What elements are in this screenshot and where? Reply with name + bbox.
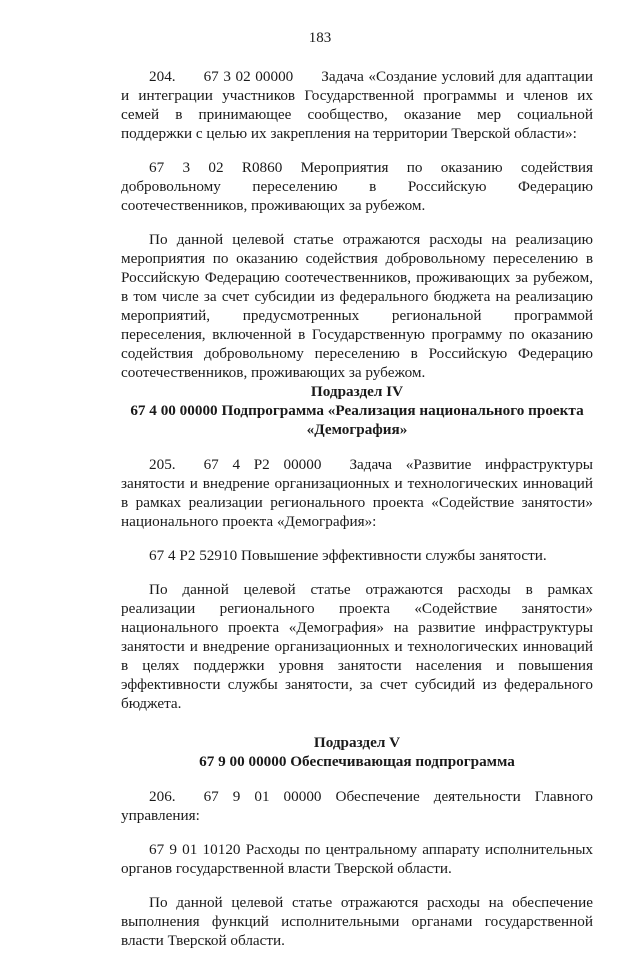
item-205-code: 67 4 P2 00000 <box>203 456 322 473</box>
page-number: 183 <box>308 30 332 46</box>
section-5-title: Подраздел V <box>313 734 401 751</box>
item-204-expense: 67 3 02 R0860 Мероприятия по оказанию содействия добровольному переселению в Российскую Федерацию соотечественников, проживающих за рубежом. <box>121 159 593 214</box>
item-204-description: По данной целевой статье отражаются расходы на реализацию мероприятия по оказанию содействия добровольному переселению в Российскую Федерацию соотечественников, проживающих за рубежом, в том числе за счет субсидии из федерального бюджета на реализацию мероприятий, предусмотренных региональной программой переселения, включенной в Государственную программу по оказанию содействия добровольному переселению в Российскую Федерацию соотечественников, проживающих за рубежом. <box>121 231 593 381</box>
section-5-heading <box>121 733 593 771</box>
item-204-text: Задача «Создание условий для адаптации и интеграции участников Государственной программы и членов их семей в принимающее сообщество, оказание мер социальной поддержки с целью их закрепления на территории Тверской области»: <box>121 68 593 142</box>
item-206-expense: 67 9 01 10120 Расходы по центральному аппарату исполнительных органов государственной власти Тверской области. <box>121 841 593 877</box>
section-4-heading <box>121 382 593 439</box>
item-206-number: 206. <box>149 788 176 805</box>
document-body <box>121 67 593 965</box>
item-206-description: По данной целевой статье отражаются расходы на обеспечение выполнения функций исполнительными органами государственной власти Тверской области. <box>121 894 593 949</box>
section-4-title: Подраздел IV <box>310 383 404 400</box>
item-206-text: 67 9 01 00000 Обеспечение деятельности Главного управления: <box>121 788 593 824</box>
item-206 <box>121 787 593 825</box>
item-204-code: 67 3 02 00000 <box>203 68 294 85</box>
item-205-description: По данной целевой статье отражаются расходы в рамках реализации регионального проекта «Содействие занятости» национального проекта «Демография» на развитие инфраструктуры занятости и внедрение организационных и технологических инноваций в целях поддержки уровня занятости населения и повышения эффективности службы занятости, за счет субсидий из федерального бюджета. <box>121 581 593 712</box>
item-205-number: 205. <box>149 456 176 473</box>
item-205-expense: 67 4 P2 52910 Повышение эффективности службы занятости. <box>149 547 547 564</box>
item-205-text: Задача «Развитие инфраструктуры занятости и внедрение организационных и технологических инноваций в рамках реализации регионального проекта «Содействие занятости» национального проекта «Демография»: <box>121 456 593 530</box>
section-4-subtitle: 67 4 00 00000 Подпрограмма «Реализация национального проекта «Демография» <box>130 402 584 438</box>
item-205 <box>121 455 593 531</box>
section-5-subtitle: 67 9 00 00000 Обеспечивающая подпрограмма <box>199 753 515 770</box>
item-204 <box>121 67 593 143</box>
item-204-number: 204. <box>149 68 176 85</box>
